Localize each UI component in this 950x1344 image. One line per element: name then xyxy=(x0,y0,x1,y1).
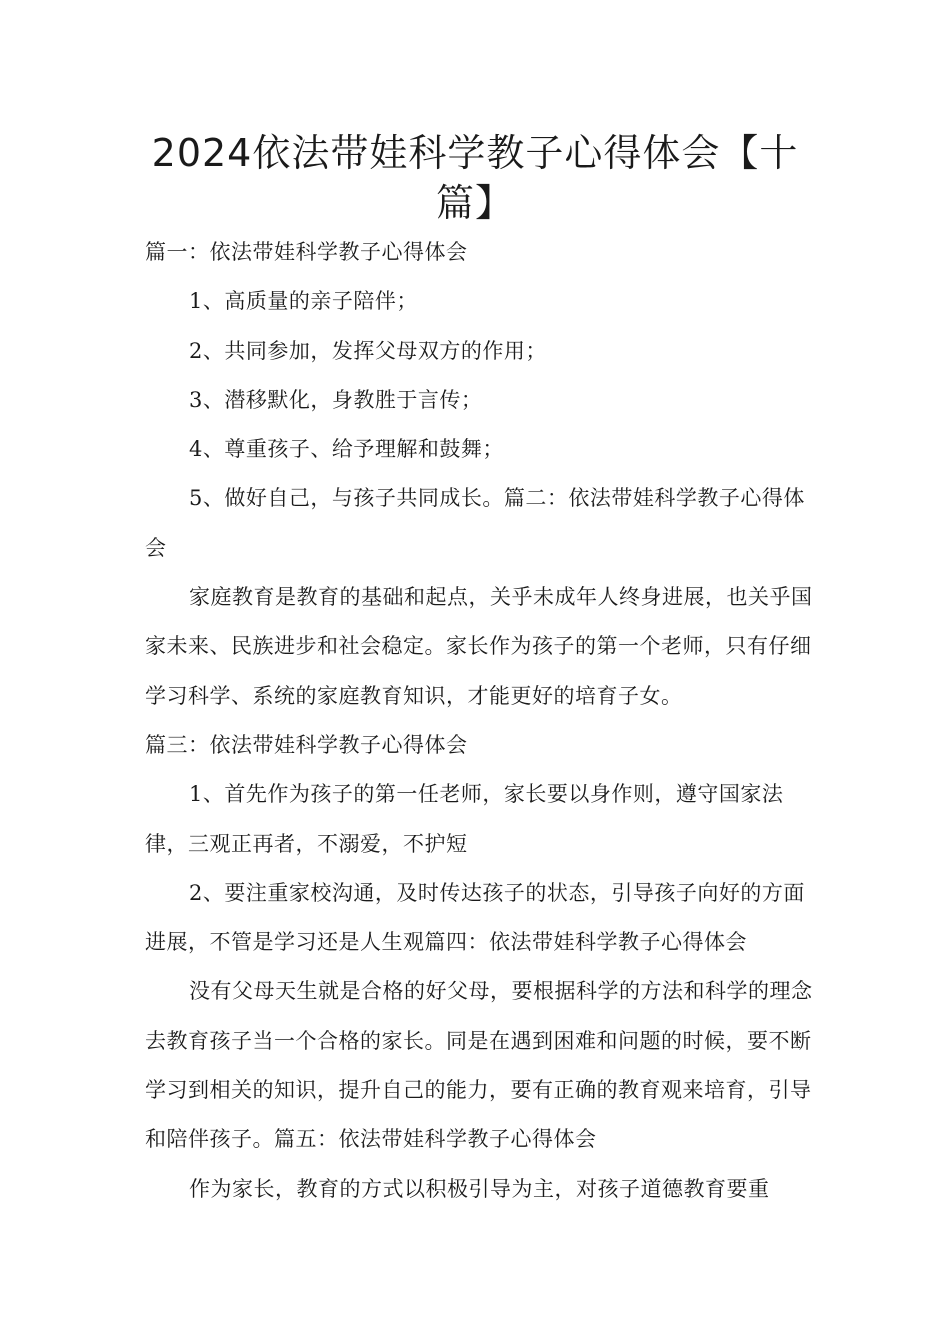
document-body xyxy=(145,228,815,1214)
list-item: 5、做好自己，与孩子共同成长。篇二：依法带娃科学教子心得体会 xyxy=(145,486,805,560)
list-item: 2、要注重家校沟通，及时传达孩子的状态，引导孩子向好的方面进展，不管是学习还是人生观篇四：依法带娃科学教子心得体会 xyxy=(145,880,805,955)
document-title xyxy=(140,128,810,228)
list-item: 4、尊重孩子、给予理解和鼓舞； xyxy=(189,437,504,462)
title-line-2: 篇】 xyxy=(435,181,514,225)
list-item: 3、潜移默化，身教胜于言传； xyxy=(189,387,483,412)
section-heading-1: 篇一：依法带娃科学教子心得体会 xyxy=(145,240,468,264)
list-item: 1、首先作为孩子的第一任老师，家长要以身作则，遵守国家法律，三观正再者，不溺爱，不护短 xyxy=(145,782,784,856)
section-heading-3: 篇三：依法带娃科学教子心得体会 xyxy=(145,732,468,757)
body-paragraph: 没有父母天生就是合格的好父母，要根据科学的方法和科学的理念去教育孩子当一个合格的家长。同是在遇到困难和问题的时候，要不断学习到相关的知识，提升自己的能力，要有正确的教育观来培育，引导和陪伴孩子。篇五：依法带娃科学教子心得体会 xyxy=(145,979,813,1152)
body-paragraph: 作为家长，教育的方式以积极引导为主，对孩子道德教育要重 xyxy=(189,1176,770,1201)
title-line-1: 2024依法带娃科学教子心得体会【十 xyxy=(151,131,799,175)
body-paragraph: 家庭教育是教育的基础和起点，关乎未成年人终身进展，也关乎国家未来、民族进步和社会稳定。家长作为孩子的第一个老师，只有仔细学习科学、系统的家庭教育知识，才能更好的培育子女。 xyxy=(145,585,813,708)
list-item: 1、高质量的亲子陪伴； xyxy=(189,289,418,314)
list-item: 2、共同参加，发挥父母双方的作用； xyxy=(189,338,547,363)
